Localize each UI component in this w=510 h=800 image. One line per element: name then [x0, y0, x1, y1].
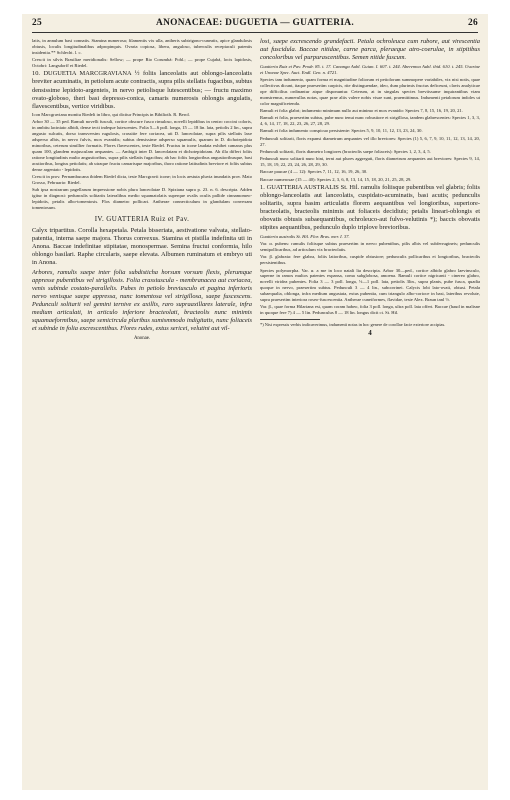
left-column: [32, 38, 252, 780]
genus-habit: Arbores, ramulis saepe inter folia subdisticha horsum vorsum flexis, plerumque appresse pubentibus vel strigillosis. Folia crassiuscula - membranacea aut coriacea, venis subinde costato-parallelis. Pubes in petiolo breviusculo et pagina inferioris nervo venisque saepe appressa, nunc tomentosa vel strigillosa, saepe fuscescens. Pedunculi solitarii vel gemini ternive ex axillis, raro supraaxillares laterale, infra medium articulati, in articulo inferiore bracteolati, bracteolis nunc minimis squamaeformibus, saepe semicircula pluribus sumismmodo indigitatis, nunc foliaceis et subinde in folia excrescentibus. Flores rudes, extus sericei, velutini aut vil-: [32, 268, 252, 333]
paragraph: Var. β., quae forma Hilariana est, quam coram habeo, folia 3 poll. longa, ultra poll. lata offert. Baccae (haud in malisne in quoque fere 7) 4 — 5 lin. Pedunculus 8 — 18 lin. longus dicit ct. St. Hil.: [260, 304, 480, 316]
page-number-right: 26: [468, 18, 478, 28]
paragraph: Pedunculi solitarii, floris diametro longiores (bracteolis saepe foliaceis): Species 1, 2, 3, 4, 5.: [260, 148, 431, 154]
paragraph: Crescit in prov. Pernambucana ibidem Riedel dicta, teste Marcgravii icone; in locis aestuta pluvia inundatis prov. Mato Grosso, Februario: Riedel.: [32, 174, 252, 185]
paragraph: Arbor 30 — 35 ped. Ramuli novelli fusculi, cortice obscure fusco rimuloso, novelli lepidibus in centro coccini coloris, in ambitu laciniato albidi, dense tecti indeque lutescentes. Folia 5—6 poll. longa, 15 — 18 lin. lata, petiolis 2 lin., supra angusto sulcatis, dorso transversim rugulosis, crassitie fere coriacea, uti D. lanceolatae, supra pilis stellatis laxe adsperso albis, in nervo fulvis, mox evanidis; subtus densissime adsperso squamulis, quarum in D. dichotepidota minoribus, ceterum simillter formatis. Flores flavescentes, teste Riedel. Fructus in icone laudata exhibet camaras plus quam 100, glandem majusculam aequantes. — Ambigit inter D. lanceolatam et dichotepidotam. Ab illa differt foliis ratione longitudinis multo angustioribus, supra pilis stellatis fugacibus; ab hac foliis longioribus angustioribusque, basi acutioribus, longius petiolatis; ab utraque fructu camarisque majoribus, thoro ratione latitudinis breviore et foliis subtus dense argentato - lepidotis.: [32, 119, 252, 172]
paragraph: Baccae numerosae (15 — 40): Species 2, 3, 6, 8, 13, 14, 15, 18, 20, 21, 25, 28, 29.: [260, 176, 412, 182]
right-column: [260, 38, 480, 780]
document-page: [22, 14, 488, 790]
paragraph: Pedunculi solitarii, floris expansi diametrum aequantes vel illo breviores: Species (1) 5, 6, 7, 9, 10, 11, 12, 13, 14, 20, 27.: [260, 135, 480, 147]
paragraph: Icon Marcgraviana monitu Riedeli in libro, qui dicitur Principis in Bibilioth. R. Berol.: [32, 112, 190, 118]
paragraph: Ramuli et folia indumento conspicuo persistente: Species 5, 9, 10, 11, 12, 13, 23, 24, 30.: [260, 128, 423, 134]
paragraph: Ramuli et folia, praesertim subtus, pube nunc tenui nunc robustiore et strigillosa, tandem glabrescentes: Species 1, 3, 3, 4, 6, 14, 17, 18, 22, 23, 26, 27, 28, 29.: [260, 115, 480, 126]
paragraph: Var. β. glabrata: fere glabra, foliis latioribus, cuspide obtusiore; pedunculis pollicaribus et longioribus, bracteolis persistentibus.: [260, 254, 480, 266]
citation: Guatteria australis St. Hil. Flor. Bras. mer. I. 37.: [260, 233, 350, 239]
species-entry: 10. DUGUETIA MARCGRAVIANA ½ foliis lanceolatis aut oblongo-lanceolatis breviter acuminatis, in petiolum acute contractis, supra pilis stellatis fugacibus, subtus densissime lepidoto-argenteis, in nervo petiolisque lutescentibus; — fructu maximo ovato-globoso, theri basi depresso-conica, camaris numerosis oblongis angulatis, flavescentibus, vertice viridibus.: [32, 70, 252, 110]
paragraph: Var. α. pubens: ramulis foliisque subtus praesertim in nervo pubentibus, pilis albis vel subferrugineis; pedunculis semipollicaribus, ad articulum vix bracteolatis.: [260, 241, 480, 253]
paragraph: Sub ipsa nostrarum pagellarum impressione nobis plura lanceolatae D. Spixiana supra p. 23. n. 6. descripta. Adden igitur in diagnosi: pedunculis solitariis lateralibus medio squamatolatis superque ovalis oculis pallide cinnamomeo-lepidotis, petalis albo-tomentosis. Flos diametro pollicari. Antherae connecticulum in glandulam convexam tomentosum.: [32, 187, 252, 210]
paragraph: Species polymorpha. Var. α. a me in loco natali lia descripta. Arbor 30—ped., cortice albido glabro laevinsculo, superne in ramos multos patentes expansa, coma subglobosa, amoena. Ramuli cortice nigricanti - cinereo glabro, novelli viridea pubentes. Folia 3 — 3 poll. longa, ½—1 poll. lata, petiolis 3lin., supra planis, pube fusca, quadia quoque in nervo, praesertim subtus. Pedunculi 3 — 4 lin., subcorrinei. Calycis lobi lato-ovati, obtusi. Petala subaequalia, oblonga, infra medium angustata, extus pubentia, cum triangulo albo-corioce in basi, lateribus revolute, supra praesertim interiora roseo-fuscescentia. Antherae cuneiformes, flavidae, teste Alex. Braun tanl ½.: [260, 267, 480, 303]
citation: Guatteria Ruiz et Pav. Prodr. 85. t. 17. Cananga Aubl. Guian. I. 607. t. 244. Aberemoa Aubl. ibid. 610. t. 245. Uvariae et Unonae Spec. Auct. Endl. Gen. n. 4721.: [260, 63, 480, 75]
page-number-left: 25: [32, 18, 42, 28]
footnote-rule: [260, 319, 320, 320]
running-title: ANONACEAE: DUGUETIA — GUATTERIA.: [156, 18, 354, 28]
sheet-number: 4: [368, 328, 372, 337]
signature-mark: Anonae.: [133, 335, 151, 341]
paragraph: Species tam indumento, quam forma et magnitudine foliorum et petiolorum summopere variabiles, vix nisi notis, quae collectivas dicunt, itaque praesertim carpicis, rite distinguendae, ideo, dum plurimis fructus deficeunt, clavis analyticae ope difficilius ordinantur atque disponuntur. Ceterum, at in singulas species breviissume inquirantibus viam monstremus, numerullas notas, quae prae aliis valere nobis visae sunt, praemittimus. Indumenti petalorum indoles ut color magnificetenda.: [260, 76, 480, 106]
genus-description: Calyx tripartitus. Corolla hexapetala. Petala bisseriata, aestivatione valvata, stellato-patentia, interna saepe majora. Thorus convexus. Stamina et pistilla indefinita uti in Anona. Baccae indefinitae stipitatae, monospermae. Semina fructui conformia, hilo oblongo basilari. Raphe circularis, saepe elevata. Albumen ruminatum et embryo uti in Anona.: [32, 226, 252, 267]
paragraph: Baccae paucae (4 — 12): Species 7, 11, 12, 16, 19, 26, 30.: [260, 169, 368, 175]
paragraph: Ramuli et folia glabri; indumento minimum nullo aut minimo et mox evanido: Species 7, 8, 15, 16, 19, 20, 21.: [260, 107, 463, 113]
header-rule: [32, 32, 478, 33]
genus-habit: losi, saepe excrescendo grandefacti. Petala ochroleuca cum rubore, aut virescentia aut fuscidula. Baccae nitidae, carne parca, pleraeque atro-coerulae, in stipitibus concoloribus vel purpurascentibus. Semen nitide fuscum.: [260, 38, 480, 62]
genus-heading: IV. GUATTERIA Ruiz et Pav.: [94, 214, 190, 223]
paragraph: Crescit in silvis Brasiliae meridionalis: Sellow; — prope Rio Corumbá: Pohl.; — prope Cujabá, locis lapidosis, Octobri: Langsdorff et Riedel.: [32, 57, 252, 69]
species-entry: 1. GUATTERIA AUSTRALIS St. Hil. ramulis foliisque pubentibus vel glabris; foliis oblongo-lanceolatis aut lanceolatis, cuspidato-acuminatis, basi acutis; pedunculis solitariis, supra basim articulatis florem aequantibus vel longioribus, superiore-bracteolatis, bracteolis minimis aut foliaceis decidiuis; petalis lineari-oblongis et obovatis obtusis subaequantibus, ochroleuco-aut fulvo-velutinis *); baccis obovatis stipites aequantibus, pedunculo duplo triplove brevioribus.: [260, 183, 480, 232]
footnote: *) Nisi expressis verbis indicaverimus, indumenti notas in hoc genere de corollae facie exteriore accipias.: [260, 322, 446, 328]
paragraph: latis, in annulum basi connatis. Stamina numerosa; filamentis vix ulla, antheris subtrigono-cuneatis, apice glandulosis obtusis, loculis longitudinalibus adpropinquis. Ovaria copiosa, libera, anguloso, tuberculis receptaculi patentis insidentia.** Schlecht. l. c.: [32, 38, 252, 55]
paragraph: Pedunculi nunc solitarii nunc bini, terni aut plures aggregati, floris diametrum aequantes aut breviores: Species 9, 14, 15, 18, 19, 22, 23, 24, 26, 28, 29, 30.: [260, 156, 480, 167]
page-header: [32, 18, 478, 32]
